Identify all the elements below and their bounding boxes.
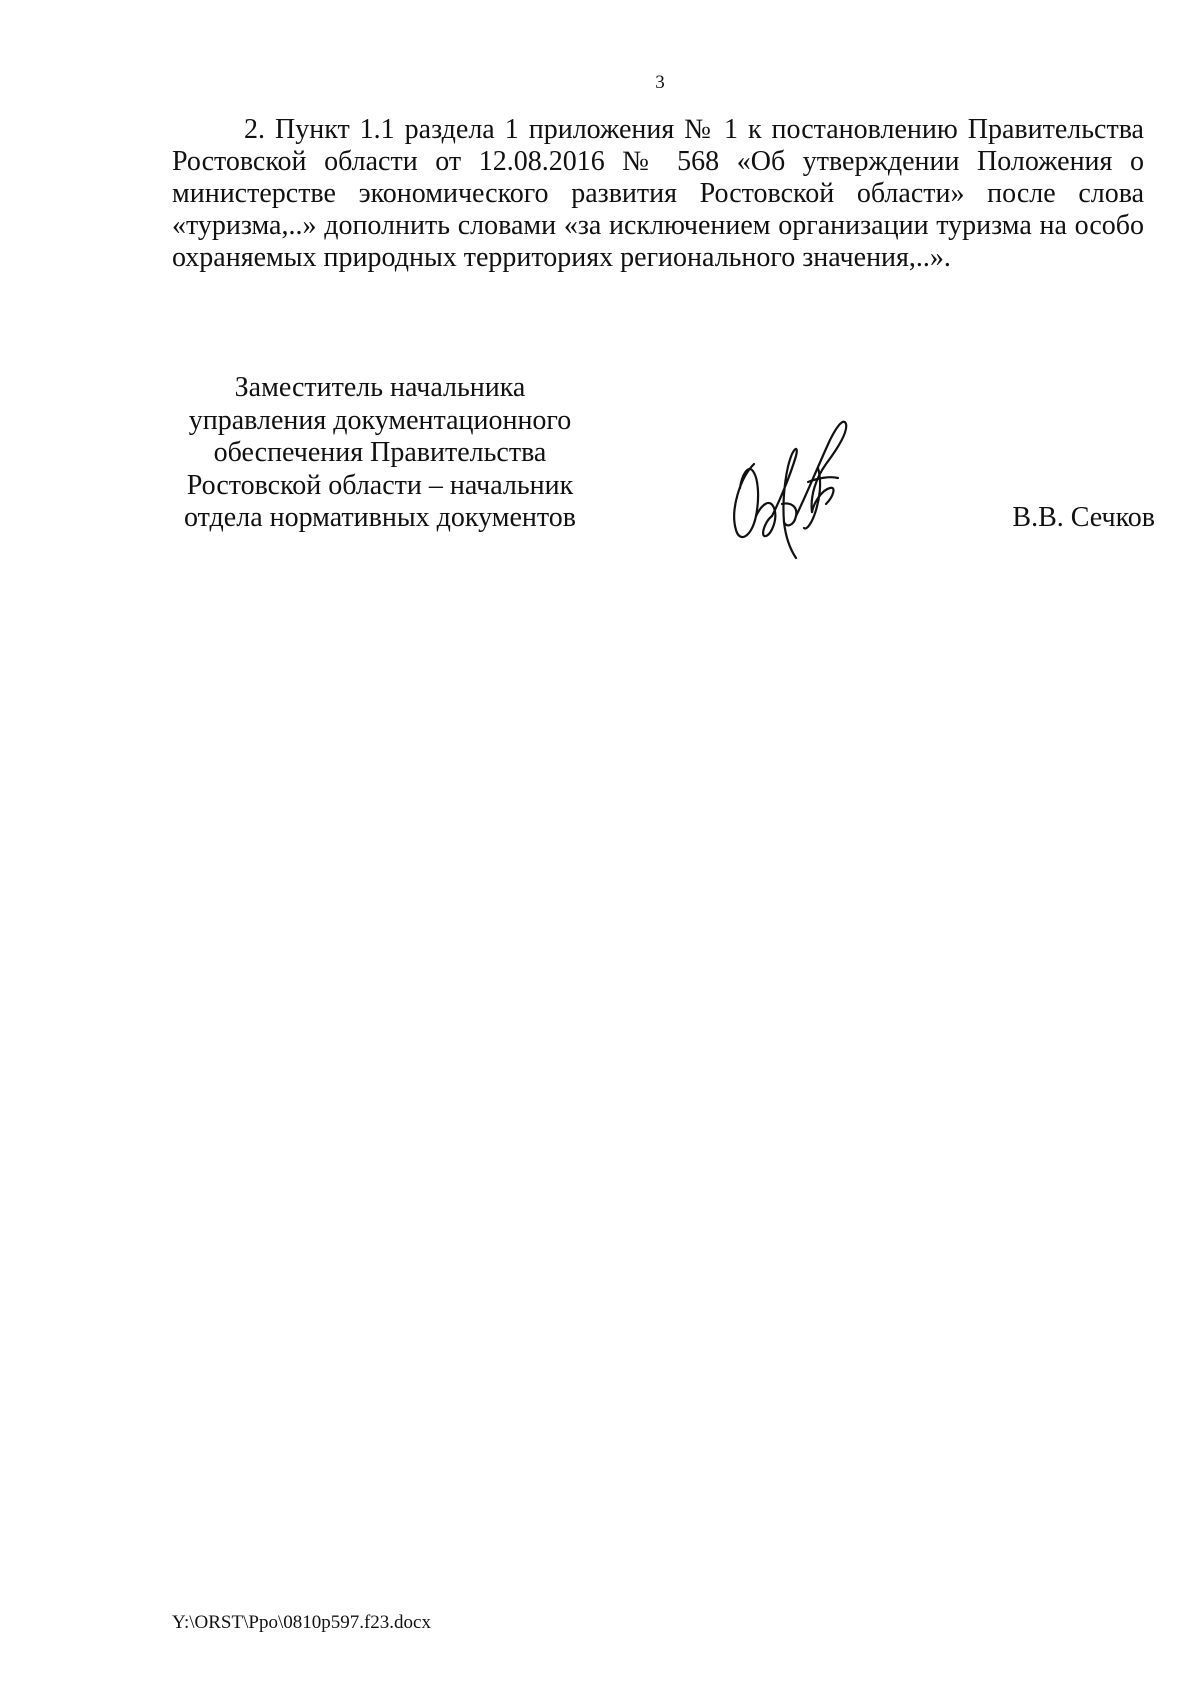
signatory-title-line: Заместитель начальника	[234, 372, 526, 403]
handwritten-signature	[726, 412, 876, 560]
signatory-title-line: управления документационного	[188, 404, 572, 436]
signatory-title-line: Ростовской области – начальник	[186, 469, 574, 501]
signatory-title	[165, 372, 595, 535]
signatory-name: В.В. Сечков	[1012, 502, 1155, 533]
file-path: Y:\ORST\Ppo\0810p597.f23.docx	[172, 1612, 431, 1633]
amendment-paragraph: 2. Пункт 1.1 раздела 1 приложения № 1 к постановлению Правительства Ростовской области от 12.08.2016 № 568 «Об утверждении Положения о министерстве экономического развития Ростовской области» после слова «туризма,..» дополнить словами «за исключением организации туризма на особо охраняемых природных территориях регионального значения,..».	[172, 114, 1144, 273]
page-number: 3	[655, 72, 665, 93]
signatory-title-line: обеспечения Правительства	[213, 437, 547, 468]
signatory-title-line: отдела нормативных документов	[184, 502, 576, 533]
